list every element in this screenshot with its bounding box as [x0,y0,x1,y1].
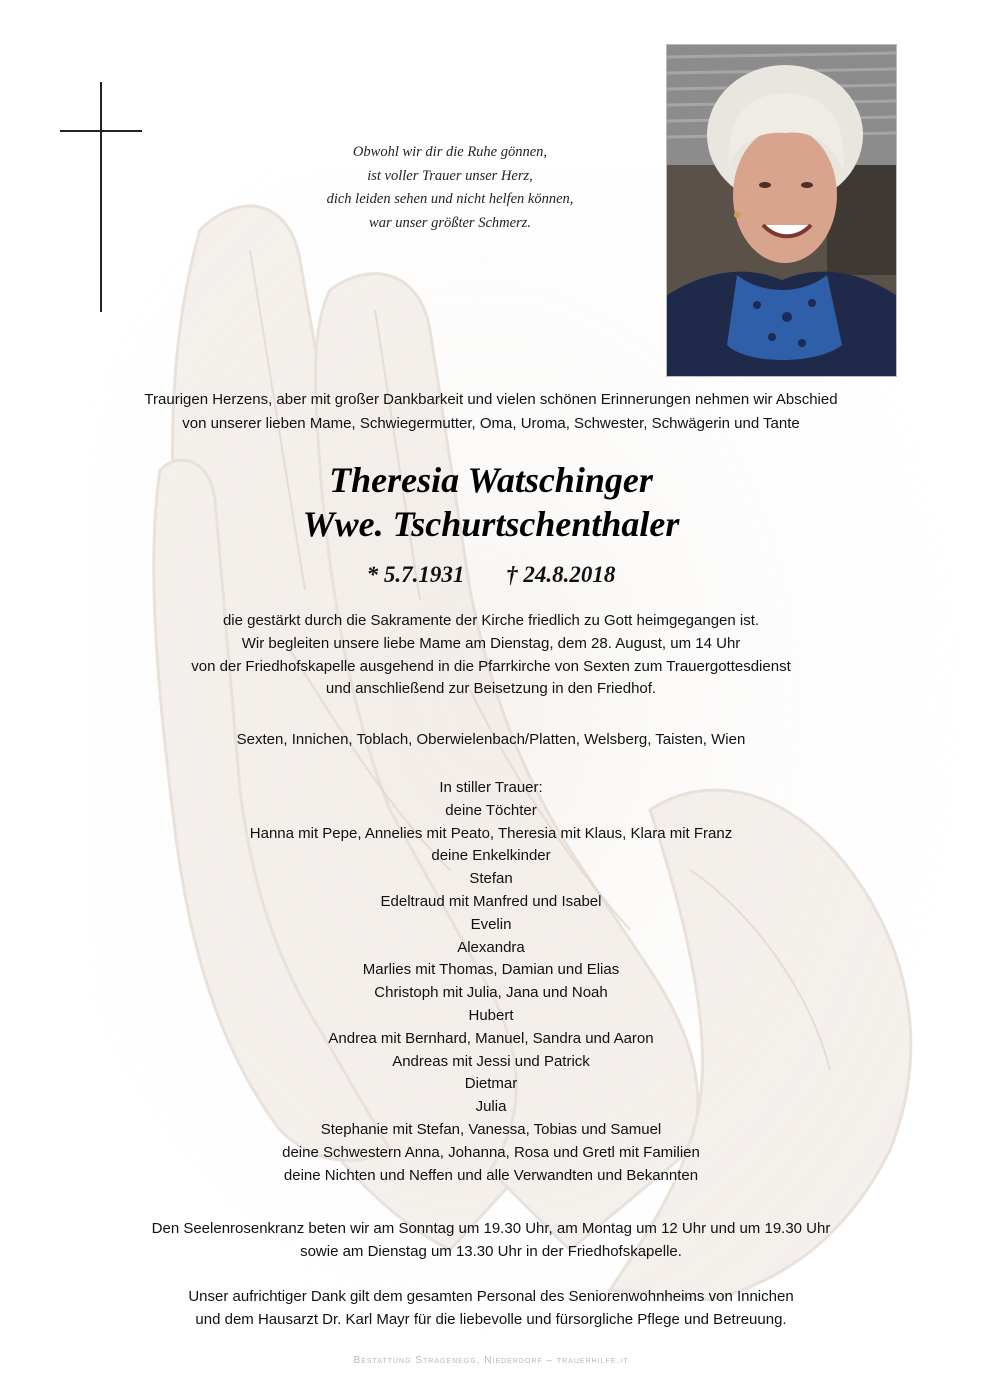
rosary-text [80,1218,902,1264]
mourners-line: Stephanie mit Stefan, Vanessa, Tobias und Samuel [320,1120,662,1138]
intro-line: von unserer lieben Mame, Schwiegermutter, Oma, Uroma, Schwester, Schwägerin und Tante [182,414,800,432]
mourners-line: Hanna mit Pepe, Annelies mit Peato, Theresia mit Klaus, Klara mit Franz [249,824,733,842]
thanks-text [80,1286,902,1332]
mourners-line: Dietmar [464,1075,518,1093]
deceased-name [150,458,832,546]
death-date: † 24.8.2018 [506,562,616,587]
announcement-line: die gestärkt durch die Sakramente der Kirche friedlich zu Gott heimgegangen ist. [222,612,760,629]
mourners-line: Evelin [470,915,512,933]
poem [300,141,600,235]
announcement-line: und anschließend zur Beisetzung in den Friedhof. [325,680,657,698]
life-dates [250,560,732,590]
birth-date: * 5.7.1931 [366,562,465,587]
mourners-line: In stiller Trauer: [439,779,543,796]
mourners-line: Andreas mit Jessi und Patrick [392,1052,590,1070]
rosary-line: sowie am Dienstag um 13.30 Uhr in der Friedhofskapelle. [300,1242,682,1260]
mourners-line: deine Enkelkinder [431,847,551,865]
thanks-line: und dem Hausarzt Dr. Karl Mayr für die liebevolle und fürsorgliche Pflege und Betreuung. [195,1310,787,1328]
footer-credit: Bestattung Stragenegg, Niederdorf – trauerhilfe.it [353,1355,629,1366]
portrait-photo [666,44,897,377]
announcement-text [80,610,902,701]
mourners-line: Edeltraud mit Manfred und Isabel [380,892,602,910]
mourners-line: Andrea mit Bernhard, Manuel, Sandra und Aaron [328,1029,654,1047]
married-name: Wwe. Tschurtschenthaler [302,504,680,544]
intro-text [100,388,882,435]
rosary-line: Den Seelenrosenkranz beten wir am Sonntag um 19.30 Uhr, am Montag um 12 Uhr und um 19.30 Uhr [151,1220,831,1237]
thanks-line: Unser aufrichtiger Dank gilt dem gesamten Personal des Seniorenwohnheims von Innichen [188,1288,794,1305]
intro-line: Traurigen Herzens, aber mit großer Dankbarkeit und vielen schönen Erinnerungen nehmen wir Abschied [144,391,838,408]
mourners-line: deine Töchter [445,801,537,819]
mourners-line: Alexandra [457,938,525,956]
poem-line: dich leiden sehen und nicht helfen können, [326,191,574,207]
poem-line: ist voller Trauer unser Herz, [367,167,533,184]
full-name: Theresia Watschinger [329,460,653,500]
mourners-line: Julia [475,1098,507,1116]
cross-icon [60,82,142,312]
announcement-line: von der Friedhofskapelle ausgehend in die Pfarrkirche von Sexten zum Trauergottesdienst [191,657,791,675]
mourners-line: Hubert [468,1006,514,1024]
mourners-line: Marlies mit Thomas, Damian und Elias [362,961,620,979]
poem-line: Obwohl wir dir die Ruhe gönnen, [352,144,548,160]
places-text [80,729,902,752]
mourners-line: Stefan [469,870,513,888]
announcement-line: Wir begleiten unsere liebe Mame am Dienstag, dem 28. August, um 14 Uhr [241,634,741,652]
mourners-list [80,777,902,1187]
mourners-line: deine Schwestern Anna, Johanna, Rosa und Gretl mit Familien [282,1143,700,1161]
mourners-line: deine Nichten und Neffen und alle Verwandten und Bekannten [283,1166,699,1184]
places-line: Sexten, Innichen, Toblach, Oberwielenbach/Platten, Welsberg, Taisten, Wien [236,731,746,748]
mourners-line: Christoph mit Julia, Jana und Noah [374,984,608,1002]
poem-line: war unser größter Schmerz. [369,214,531,231]
portrait-illustration [667,45,896,376]
